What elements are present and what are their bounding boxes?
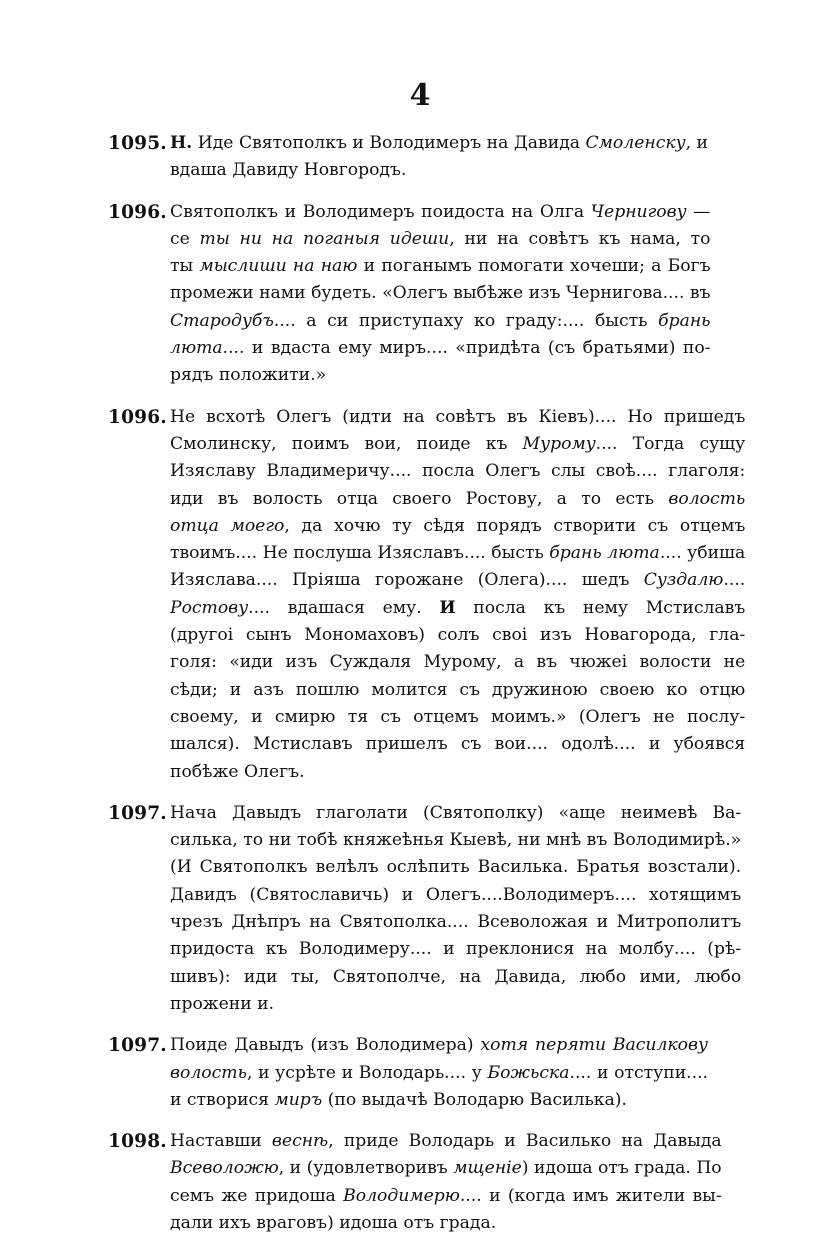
text-line: Н. Иде Святополкъ и Володимеръ на Давида Смоленску, и <box>170 133 708 153</box>
text-line: промежи нами будеть. «Олегъ выбѣже изъ Чернигова.... въ <box>170 283 711 304</box>
text-line: своему, и смирю тя съ отцемъ моимъ.» (Олегъ не послу- <box>170 706 746 727</box>
entry-year: 1096. <box>108 406 167 428</box>
entry-text <box>170 199 711 390</box>
text-line: Давидъ (Святославичь) и Олегъ....Володимеръ.... хотящимъ <box>170 884 742 905</box>
entry-year: 1097. <box>108 1035 167 1057</box>
text-line: (другоі сынъ Мономаховъ) солъ своі изъ Новагорода, гла- <box>170 625 746 646</box>
text-line: семъ же придоша Володимерю.... и (когда имъ жители вы- <box>170 1185 722 1206</box>
chronicle-entry <box>108 800 742 1018</box>
chronicle-entry <box>108 404 746 786</box>
text-line: твоимъ.... Не послуша Изяславъ.... бысть брань люта.... убиша <box>170 543 746 564</box>
entry-text <box>170 404 745 786</box>
text-line: рядъ положити.» <box>170 365 327 386</box>
text-line: Не всхотѣ Олегъ (идти на совѣтъ въ Кіевъ).... Но пришедъ <box>170 406 746 427</box>
text-line: придоста къ Володимеру.... и преклонися на молбу.... (рѣ- <box>170 939 742 960</box>
text-line: шивъ): иди ты, Святополче, на Давида, любо ими, любо <box>170 966 742 987</box>
text-line: Поиде Давыдъ (изъ Володимера) хотя перяти Василкову <box>170 1035 708 1056</box>
text-line: Ростову.... вдашася ему. И посла къ нему Мстиславъ <box>170 597 746 618</box>
entry-year: 1095. <box>108 133 167 154</box>
text-line: Нача Давыдъ глаголати (Святополку) «аще неимевѣ Ва- <box>170 802 742 823</box>
chronicle-entries <box>108 130 746 1251</box>
entry-text <box>170 1032 708 1114</box>
entry-text <box>170 800 741 1018</box>
text-line: волость, и усрѣте и Володарь.... у Божьска.... и отступи.... <box>170 1062 709 1083</box>
page-number: 4 <box>409 78 431 113</box>
text-line: ты мыслиши на наю и поганымъ помогати хочеши; а Богъ <box>170 256 711 277</box>
text-line: Наставши веснѣ, приде Володарь и Василько на Давыда <box>170 1131 722 1152</box>
entry-year: 1098. <box>108 1131 167 1153</box>
chronicle-entry <box>108 1032 708 1114</box>
text-line: прожени и. <box>170 993 275 1014</box>
text-line: сѣди; и азъ пошлю молится съ дружиною своею ко отцю <box>170 679 746 700</box>
text-line: Изяслава.... Пріяша горожане (Олега).... шедъ Суздалю.... <box>170 570 746 591</box>
text-line: Стародубъ.... а си приступаху ко граду:.... бысть брань <box>170 310 711 331</box>
text-line: шался). Мстиславъ пришелъ съ вои.... одолѣ.... и убоявся <box>170 734 746 755</box>
entry-year: 1097. <box>108 802 167 824</box>
text-line: силька, то ни тобѣ княжеѣнья Кыевѣ, ни мнѣ въ Володимирѣ.» <box>170 830 742 851</box>
text-line: се ты ни на поганыя идеши, ни на совѣтъ къ нама, то <box>170 228 711 249</box>
chronicle-entry <box>108 130 708 185</box>
text-line: Смолинску, поимъ вои, поиде къ Мурому.... Тогда сущу <box>170 433 746 454</box>
text-line: вдаша Давиду Новгородъ. <box>170 160 407 181</box>
text-line: отца моего, да хочю ту сѣдя порядъ створити съ отцемъ <box>170 515 746 536</box>
text-line: дали ихъ враговъ) идоша отъ града. <box>170 1212 497 1233</box>
entry-year: 1096. <box>108 201 167 223</box>
text-line: (И Святополкъ велѣлъ ослѣпить Василька. Братья возстали). <box>170 857 742 878</box>
text-line: и створися миръ (по выдачѣ Володарю Василька). <box>170 1089 627 1110</box>
text-line: иди въ волость отца своего Ростову, а то есть волость <box>170 488 746 509</box>
text-line: побѣже Олегъ. <box>170 761 305 782</box>
text-line: Святополкъ и Володимеръ поидоста на Олга Чернигову — <box>170 201 711 222</box>
text-line: люта.... и вдаста ему миръ.... «придѣта (съ братьями) по- <box>170 338 711 359</box>
entry-text <box>170 1128 722 1237</box>
text-line: Всеволожю, и (удовлетворивъ мщеніе) идоша отъ града. По <box>170 1158 722 1179</box>
text-line: Изяславу Владимеричу.... посла Олегъ слы своѣ.... глаголя: <box>170 461 746 482</box>
text-line: голя: «иди изъ Суждаля Мурому, а въ чюжеі волости не <box>170 652 746 673</box>
chronicle-entry <box>108 1128 722 1237</box>
chronicle-entry <box>108 199 711 390</box>
entry-text <box>170 130 708 185</box>
text-line: чрезъ Днѣпръ на Святополка.... Всеволожая и Митрополитъ <box>170 912 742 933</box>
